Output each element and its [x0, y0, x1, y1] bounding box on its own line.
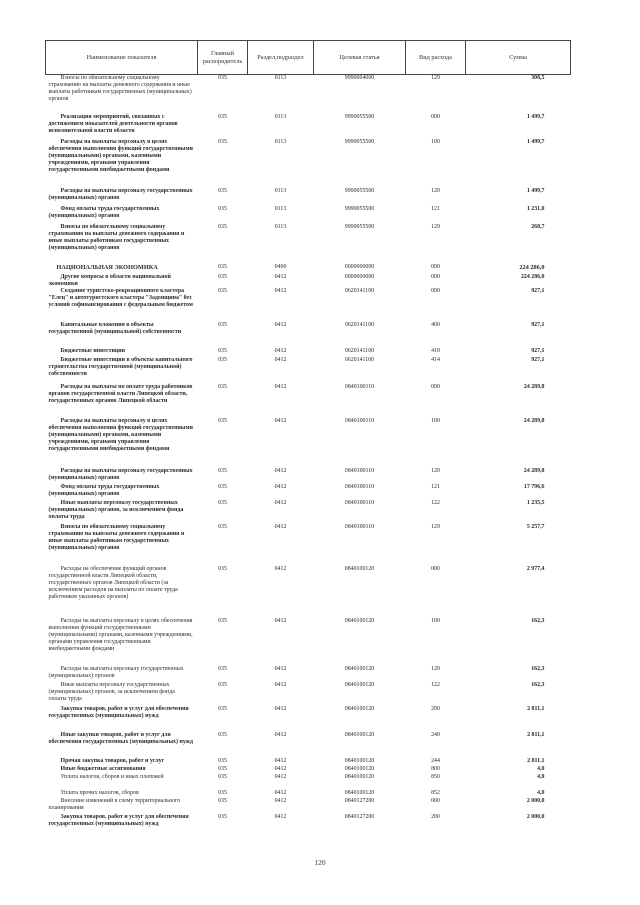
table-row [46, 524, 571, 566]
row-name: Фонд оплаты труда государственных (муниципальных) органов [48, 205, 160, 219]
row-main-manager: 035 [218, 523, 227, 530]
table-row [46, 732, 571, 758]
row-main-manager: 035 [218, 75, 227, 81]
table-row [46, 114, 571, 139]
row-main-manager: 035 [218, 205, 227, 212]
row-expense-type: 120 [431, 467, 440, 474]
row-name: Другие вопросы в области национальной экономики [48, 273, 171, 287]
row-name: Уплата налогов, сборов и иных платежей [60, 773, 164, 780]
row-section: 0412 [274, 287, 287, 294]
row-sum: 162,3 [531, 665, 545, 672]
header-expense-type: Вид расхода [406, 41, 466, 75]
table-row [46, 139, 571, 188]
table-row [46, 224, 571, 264]
row-expense-type: 000 [431, 287, 440, 294]
row-sum: 162,3 [531, 617, 545, 624]
row-target-item: 0620141100 [344, 321, 375, 328]
row-section: 0412 [274, 499, 287, 506]
row-section: 0412 [274, 523, 287, 530]
header-name: Наименование показателя [46, 41, 198, 75]
table-row [46, 682, 571, 706]
row-target-item: 0840100120 [344, 765, 375, 772]
table-row [46, 384, 571, 418]
row-name: Создание туристско-рекреационного кластера "Елец" и автотуристского кластера "Задонщина" без условий софинансирования с федеральным бюджетом [48, 287, 193, 308]
row-main-manager: 035 [218, 789, 227, 796]
row-sum: 224 286,0 [520, 273, 545, 280]
row-main-manager: 035 [218, 757, 227, 764]
row-expense-type: 200 [431, 705, 440, 712]
table-row [46, 766, 571, 774]
row-section: 0113 [274, 138, 287, 145]
row-sum: 17 796,6 [523, 483, 545, 490]
row-name: Взносы по обязательному социальному страхованию на выплаты денежного содержания и иные выплаты работникам государственных (муниципальных) органов [48, 223, 185, 251]
table-row [46, 566, 571, 618]
row-target-item: 0620141100 [344, 356, 375, 363]
row-target-item: 0840100120 [344, 773, 375, 780]
row-name: Расходы на выплаты персоналу в целях обеспечения выполнения функций государственными (муниципальными) органами, казенными учреждениями, органами управления государственными внебюджетными фондами [48, 417, 193, 452]
row-section: 0412 [274, 467, 287, 474]
row-main-manager: 035 [218, 138, 227, 145]
row-expense-type: 129 [431, 523, 440, 530]
row-expense-type: 244 [431, 757, 440, 764]
row-name: Взносы по обязательному социальному страхованию на выплаты денежного содержания и иные выплаты работникам государственных (муниципальных) органов [48, 75, 192, 102]
row-section: 0412 [274, 321, 287, 328]
header-section: Раздел,подраздел [248, 41, 314, 75]
row-section: 0412 [274, 765, 287, 772]
row-sum: 927,1 [531, 287, 545, 294]
row-main-manager: 035 [218, 113, 227, 120]
row-name: Иные бюджетные ассигнования [60, 765, 146, 772]
row-target-item: 0840100120 [344, 617, 375, 624]
row-target-item: 0620141100 [344, 347, 375, 354]
row-target-item: 9990055500 [344, 187, 375, 194]
row-main-manager: 035 [218, 773, 227, 780]
table-row [46, 357, 571, 384]
row-expense-type: 852 [431, 789, 440, 796]
table-row [46, 418, 571, 468]
row-section: 0412 [274, 813, 287, 820]
row-main-manager: 035 [218, 617, 227, 624]
table-row [46, 618, 571, 666]
row-target-item: 0840100120 [344, 705, 375, 712]
row-target-item: 0840100110 [344, 523, 375, 530]
row-expense-type: 121 [431, 205, 440, 212]
row-main-manager: 035 [218, 321, 227, 328]
table-row [46, 264, 571, 274]
table-header-row [46, 41, 571, 75]
row-expense-type: 122 [431, 499, 440, 506]
row-name: Внесение изменений в схему территориального планирования [48, 797, 181, 811]
row-target-item: 0840100120 [344, 565, 375, 572]
table-row [46, 790, 571, 798]
row-section: 0412 [274, 617, 287, 624]
table-row [46, 666, 571, 682]
row-name: Взносы по обязательному социальному страхованию на выплаты денежного содержания и иные выплаты работникам государственных (муниципальных) органов [48, 523, 185, 551]
row-section: 0412 [274, 383, 287, 390]
row-sum: 24 289,8 [523, 417, 545, 424]
row-expense-type: 000 [431, 113, 440, 120]
row-main-manager: 035 [218, 467, 227, 474]
row-expense-type: 414 [431, 356, 440, 363]
header-sum: Сумма [466, 41, 571, 75]
row-sum: 1 235,5 [526, 499, 545, 506]
table-row [46, 798, 571, 814]
row-expense-type: 129 [431, 75, 440, 81]
row-main-manager: 035 [218, 813, 227, 820]
table-row [46, 75, 571, 114]
row-section: 0412 [274, 273, 287, 280]
row-name: Реализация мероприятий, связанных с достижением показателей деятельности органов исполнительной власти области [48, 113, 178, 134]
row-expense-type: 800 [431, 765, 440, 772]
row-sum: 4,0 [537, 765, 545, 772]
row-sum: 2 000,0 [526, 813, 545, 820]
row-sum: 4,0 [537, 773, 545, 780]
row-main-manager: 035 [218, 499, 227, 506]
row-section: 0412 [274, 483, 287, 490]
row-name: Бюджетные инвестиции [60, 347, 126, 354]
row-main-manager: 035 [218, 797, 227, 804]
row-target-item: 0840100120 [344, 757, 375, 764]
row-expense-type: 240 [431, 731, 440, 738]
row-section: 0113 [274, 75, 287, 81]
row-main-manager: 035 [218, 356, 227, 363]
row-target-item: 0840100120 [344, 681, 375, 688]
table-row [46, 758, 571, 766]
table-row [46, 484, 571, 500]
row-main-manager: 035 [218, 565, 227, 572]
row-name: Расходы на выплаты персоналу государственных (муниципальных) органов [48, 467, 193, 481]
row-sum: 224 286,0 [519, 263, 545, 271]
row-section: 0400 [274, 263, 287, 270]
row-expense-type: 410 [431, 347, 440, 354]
row-section: 0412 [274, 665, 287, 672]
row-sum: 2 811,1 [527, 757, 545, 764]
row-main-manager: 035 [218, 483, 227, 490]
row-sum: 2 811,1 [527, 705, 545, 712]
row-expense-type: 100 [431, 617, 440, 624]
row-main-manager: 035 [218, 187, 227, 194]
row-target-item: 0840100120 [344, 789, 375, 796]
row-section: 0412 [274, 565, 287, 572]
row-main-manager: 035 [218, 765, 227, 772]
row-target-item: 0840100120 [344, 731, 375, 738]
table-body [46, 75, 571, 838]
table-row [46, 814, 571, 838]
row-name: Расходы на выплаты персоналу в целях обеспечения выполнения функций государственными (муниципальными) органами, казенными учреждениями, органами управления государственными внебюджетными фондами [48, 138, 193, 173]
row-sum: 162,3 [531, 681, 545, 688]
row-name: Иные выплаты персоналу государственных (муниципальных) органов, за исключением фонда оплаты труда [48, 499, 184, 520]
row-expense-type: 000 [431, 273, 440, 280]
row-name: Капитальные вложения в объекты государственной (муниципальной) собственности [48, 321, 182, 335]
row-main-manager: 035 [218, 223, 227, 230]
row-expense-type: 400 [431, 321, 440, 328]
row-name: Иные закупки товаров, работ и услуг для обеспечения государственных (муниципальных) нужд [48, 731, 193, 745]
row-name: НАЦИОНАЛЬНАЯ ЭКОНОМИКА [56, 263, 158, 271]
row-sum: 308,5 [531, 75, 545, 81]
row-sum: 1 231,0 [526, 205, 545, 212]
header-target-item: Целевая статья [314, 41, 406, 75]
row-sum: 1 499,7 [526, 113, 545, 120]
row-target-item: 0840100110 [344, 417, 375, 424]
row-target-item: 0620141100 [344, 287, 375, 294]
row-name: Фонд оплаты труда государственных (муниципальных) органов [48, 483, 160, 497]
row-section: 0113 [274, 205, 287, 212]
budget-table [45, 40, 571, 838]
row-name: Расходы на обеспечение функций органов государственной власти Липецкой области, государственных органов Липецкой области (за исключением расходов на выплаты по оплате труда работников указанных органов) [48, 565, 178, 600]
row-section: 0412 [274, 757, 287, 764]
row-sum: 1 499,7 [526, 187, 545, 194]
table-row [46, 274, 571, 288]
row-name: Расходы на выплаты персоналу в целях обеспечения выполнения функций государственными (муниципальными) органами, казенными учреждениями, органами управления государственными внебюджетными фондами [48, 617, 193, 652]
row-expense-type: 000 [431, 797, 440, 804]
row-sum: 5 257,7 [526, 523, 545, 530]
row-name: Расходы на выплаты персоналу государственных (муниципальных) органов [48, 187, 193, 201]
header-main-manager: Главный распорядитель [198, 41, 248, 75]
row-section: 0412 [274, 417, 287, 424]
row-sum: 927,1 [531, 356, 545, 363]
row-section: 0412 [274, 705, 287, 712]
row-main-manager: 035 [218, 273, 227, 280]
row-target-item: 0840127200 [344, 797, 375, 804]
row-name: Расходы на выплаты по оплате труда работников органов государственной власти Липецкой области, государственных органов Липецкой области [48, 383, 193, 404]
row-target-item: 9990055500 [344, 205, 375, 212]
table-row [46, 500, 571, 524]
row-sum: 24 289,8 [523, 467, 545, 474]
row-target-item: 0840127200 [344, 813, 375, 820]
row-name: Расходы на выплаты персоналу государственных (муниципальных) органов [48, 665, 184, 679]
row-target-item: 0000000000 [344, 263, 375, 270]
row-expense-type: 000 [431, 383, 440, 390]
row-sum: 927,1 [531, 347, 545, 354]
row-target-item: 0840100110 [344, 499, 375, 506]
row-expense-type: 100 [431, 138, 440, 145]
row-expense-type: 850 [431, 773, 440, 780]
row-main-manager: 035 [218, 665, 227, 672]
row-expense-type: 000 [431, 565, 440, 572]
row-sum: 2 977,4 [526, 565, 545, 572]
row-sum: 4,0 [537, 789, 545, 796]
row-name: Закупка товаров, работ и услуг для обеспечения государственных (муниципальных) нужд [48, 705, 189, 719]
table-row [46, 706, 571, 732]
row-expense-type: 200 [431, 813, 440, 820]
table-row [46, 468, 571, 484]
row-main-manager: 035 [218, 705, 227, 712]
row-sum: 2 811,1 [527, 731, 545, 738]
row-section: 0412 [274, 356, 287, 363]
row-section: 0412 [274, 773, 287, 780]
row-section: 0412 [274, 797, 287, 804]
row-target-item: 0840100110 [344, 467, 375, 474]
row-expense-type: 120 [431, 187, 440, 194]
row-expense-type: 129 [431, 223, 440, 230]
row-target-item: 0840100110 [344, 383, 375, 390]
page-number: 120 [314, 858, 326, 867]
row-main-manager: 035 [218, 287, 227, 294]
row-sum: 1 499,7 [526, 138, 545, 145]
row-target-item: 9990055500 [344, 223, 375, 230]
table-row [46, 774, 571, 790]
row-sum: 927,1 [531, 321, 545, 328]
row-expense-type: 121 [431, 483, 440, 490]
row-section: 0113 [274, 113, 287, 120]
table-row [46, 348, 571, 357]
row-target-item: 9990004000 [344, 75, 375, 81]
row-target-item: 9990055500 [344, 138, 375, 145]
row-main-manager: 035 [218, 417, 227, 424]
row-section: 0412 [274, 731, 287, 738]
row-section: 0113 [274, 187, 287, 194]
row-name: Прочая закупка товаров, работ и услуг [60, 757, 165, 764]
budget-table-container [45, 40, 570, 838]
row-expense-type: 122 [431, 681, 440, 688]
table-row [46, 322, 571, 348]
row-main-manager: 035 [218, 731, 227, 738]
row-sum: 2 000,0 [526, 797, 545, 804]
row-target-item: 9990055500 [344, 113, 375, 120]
row-main-manager: 035 [218, 681, 227, 688]
row-main-manager: 035 [218, 383, 227, 390]
row-name: Уплата прочих налогов, сборов [60, 789, 139, 796]
row-section: 0412 [274, 347, 287, 354]
row-main-manager: 035 [218, 347, 227, 354]
row-sum: 24 289,8 [523, 383, 545, 390]
row-name: Иные выплаты персоналу государственных (муниципальных) органов, за исключением фонда оплаты труда [48, 681, 175, 702]
table-row [46, 188, 571, 206]
row-name: Бюджетные инвестиции в объекты капитального строительства государственной (муниципальной) собственности [48, 356, 193, 377]
table-row [46, 206, 571, 224]
row-target-item: 0840100120 [344, 665, 375, 672]
row-section: 0412 [274, 681, 287, 688]
row-target-item: 0000000000 [344, 273, 375, 280]
row-main-manager: 035 [218, 263, 227, 270]
row-expense-type: 000 [431, 263, 440, 270]
table-row [46, 288, 571, 322]
row-section: 0113 [274, 223, 287, 230]
row-name: Закупка товаров, работ и услуг для обеспечения государственных (муниципальных) нужд [48, 813, 189, 827]
row-expense-type: 120 [431, 665, 440, 672]
row-expense-type: 100 [431, 417, 440, 424]
row-target-item: 0840100110 [344, 483, 375, 490]
row-section: 0412 [274, 789, 287, 796]
row-sum: 268,7 [531, 223, 545, 230]
